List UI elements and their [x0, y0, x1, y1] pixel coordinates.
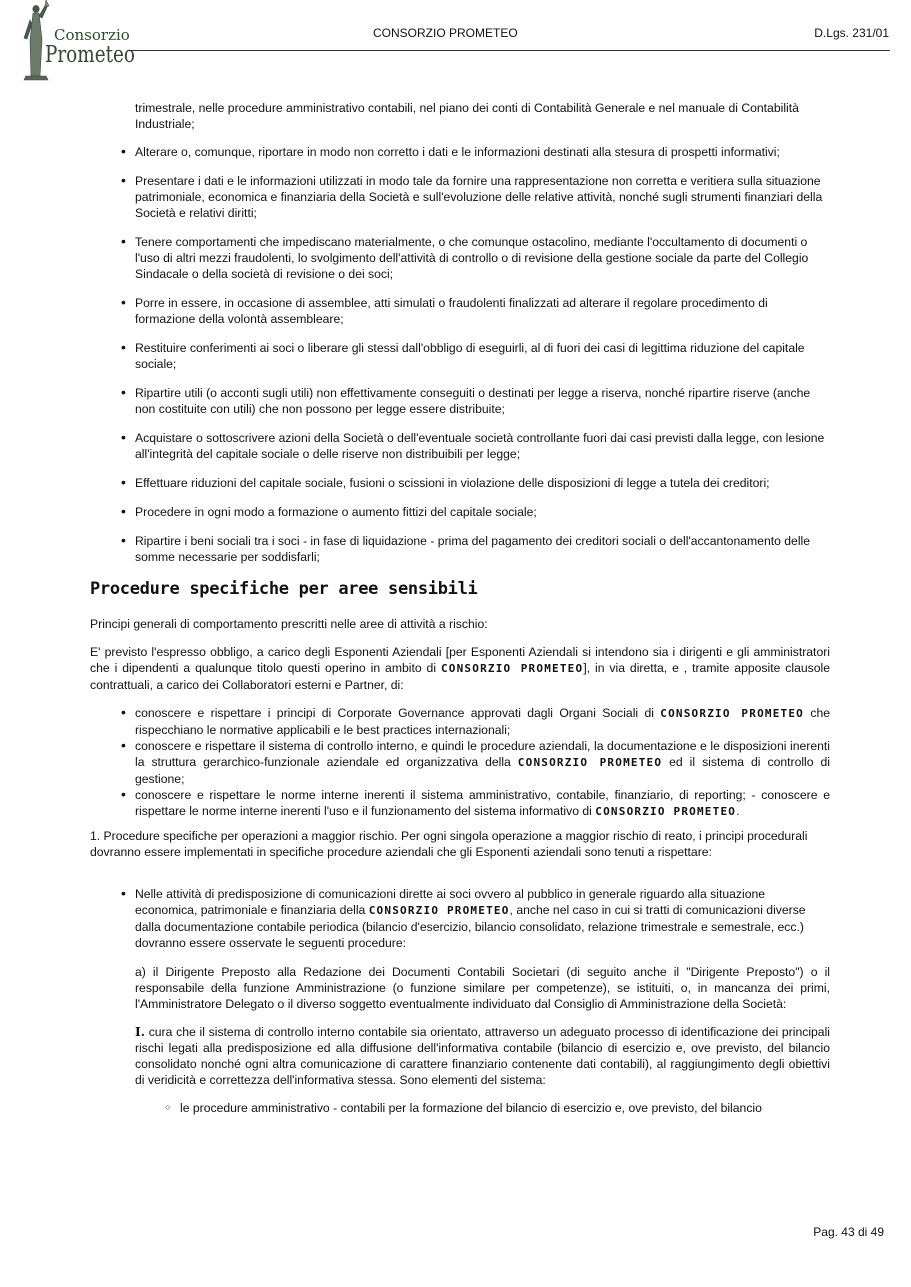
- header-divider: [128, 50, 890, 51]
- page-number: Pag. 43 di 49: [813, 1225, 884, 1239]
- list-item: • Alterare o, comunque, riportare in modo non corretto i dati e le informazioni destinati alla stesura di prospetti informativi;: [90, 144, 830, 160]
- list-item: [90, 738, 830, 787]
- duty-text: conoscere e rispettare le norme interne inerenti il sistema amministrativo, contabile, finanziario, di reporting; - conoscere e rispettare le norme interne inerenti l'uso e il funzionamento del sistema informativo di: [135, 788, 830, 818]
- prohibited-conduct-list: [90, 144, 830, 565]
- list-item: • Ripartire utili (o acconti sugli utili) non effettivamente conseguiti o destinati per legge a riserva, nonché ripartire riserve (anche non costituite con utili) che non possono per legge essere distribuite;: [90, 385, 830, 417]
- list-item: • Tenere comportamenti che impediscano materialmente, o che comunque ostacolino, mediante l'occultamento di documenti o l'uso di altri mezzi fraudolenti, lo svolgimento dell'attività di controllo o di revisione della gestione sociale da parte del Collegio Sindacale o della società di revisione o dei soci;: [90, 234, 830, 282]
- list-item: • Presentare i dati e le informazioni utilizzati in modo tale da fornire una rappresentazione non corretta e veritiera sulla situazione patrimoniale, economica e finanziaria della Società e sull'evoluzione delle relative attività, nonché sugli strumenti finanziari della Società e relativi diritti;: [90, 173, 830, 221]
- brand-name: CONSORZIO PROMETEO: [368, 904, 510, 917]
- section-heading: Procedure specifiche per aree sensibili: [90, 579, 478, 599]
- page-body: [90, 100, 830, 1116]
- high-risk-intro: 1. Procedure specifiche per operazioni a maggior rischio. Per ogni singola operazione a maggior rischio di reato, i principi procedurali dovranno essere implementati in specifiche procedure aziendali che gli Esponenti aziendali sono tenuti a rispettare:: [90, 829, 808, 859]
- list-item: • Ripartire i beni sociali tra i soci - in fase di liquidazione - prima del pagamento dei creditori sociali o dell'accantonamento delle somme necessarie per soddisfarli;: [90, 533, 830, 565]
- document-header-title: CONSORZIO PROMETEO: [373, 26, 518, 40]
- comm-text-end: , anche nel caso in cui si tratti di comunicazioni diverse dalla documentazione contabile periodica (bilancio d'esercizio, bilancio consolidato, relazione trimestrale e semestrale, ecc.) dovranno essere osservate le seguenti procedure:: [135, 903, 806, 950]
- comm-text: Nelle attività di predisposizione di comunicazioni dirette ai soci ovvero al pubblico in generale riguardo alla situazione economica, patrimoniale e finanziaria della: [135, 887, 766, 917]
- obligation-paragraph: [90, 644, 830, 693]
- roman-text: cura che il sistema di controllo interno contabile sia orientato, attraverso un adeguato processo di identificazione dei principali rischi legati alla predisposizione ed alla diffusione dell'informativa contabile (bilancio di esercizio e, ove previsto, del bilancio consolidato nonché ogni altra comunicazione di carattere finanziario contenente dati contabili), al raggiungimento degli obiettivi di veridicità e correttezza dell'informativa stessa. Sono elementi del sistema:: [135, 1025, 830, 1087]
- logo-text-bottom: Prometeo: [45, 42, 135, 68]
- list-item: [90, 705, 830, 738]
- paragraph-roman-i: [135, 1024, 830, 1088]
- communications-list: [90, 886, 830, 951]
- list-item: • Effettuare riduzioni del capitale sociale, fusioni o scissioni in violazione delle disposizioni di legge a tutela dei creditori;: [90, 475, 830, 491]
- brand-name: CONSORZIO PROMETEO: [440, 662, 584, 675]
- list-item: • Acquistare o sottoscrivere azioni della Società o dell'eventuale società controllante fuori dai casi previsti dalla legge, con lesione all'integrità del capitale sociale o delle riserve non distribuibili per legge;: [90, 430, 830, 462]
- list-item: ○ le procedure amministrativo - contabili per la formazione del bilancio di esercizio e, ove previsto, del bilancio: [90, 1100, 830, 1116]
- duty-text-end: che rispecchiano le normative applicabili e le best practices internazionali;: [135, 706, 830, 737]
- continuation-text: trimestrale, nelle procedure amministrativo contabili, nel piano dei conti di Contabilità Generale e nel manuale di Contabilità Industriale;: [135, 101, 799, 131]
- logo-text-top: Consorzio: [54, 26, 130, 44]
- list-item: • Restituire conferimenti ai soci o liberare gli stessi dall'obbligo di eseguirli, al di fuori dei casi di legittima riduzione del capitale sociale;: [90, 340, 830, 372]
- system-elements-list: [90, 1100, 830, 1116]
- brand-name: CONSORZIO PROMETEO: [595, 805, 737, 818]
- principles-intro: Principi generali di comportamento prescritti nelle aree di attività a rischio:: [90, 617, 488, 631]
- list-item: • Procedere in ogni modo a formazione o aumento fittizi del capitale sociale;: [90, 504, 830, 520]
- list-item: [90, 787, 830, 820]
- brand-name: CONSORZIO PROMETEO: [517, 756, 663, 769]
- document-reference: D.Lgs. 231/01: [814, 26, 889, 40]
- roman-numeral: I.: [135, 1025, 145, 1039]
- consorzio-prometeo-logo: [18, 0, 136, 84]
- list-item: • Porre in essere, in occasione di assemblee, atti simulati o fraudolenti finalizzati ad alterare il regolare procedimento di formazione della volontà assembleare;: [90, 295, 830, 327]
- paragraph-a: a) il Dirigente Preposto alla Redazione dei Documenti Contabili Societari (di seguito anche il "Dirigente Preposto") o il responsabile della funzione Amministrazione (o funzione similare per competenze), se istituiti, o, in mancanza dei primi, l'Amministratore Delegato o il diverso soggetto eventualmente individuato dal Consiglio di Amministrazione della Società:: [135, 965, 830, 1011]
- brand-name: CONSORZIO PROMETEO: [660, 707, 805, 720]
- duty-text: conoscere e rispettare i principi di Corporate Governance approvati dagli Organi Sociali di: [135, 706, 654, 720]
- duty-text: conoscere e rispettare il sistema di controllo interno, e quindi le procedure aziendali, la documentazione e le disposizioni inerenti la struttura gerarchico-funzionale aziendale ed organizzativa della: [135, 739, 830, 769]
- list-item: [90, 886, 830, 951]
- obligation-text: E' previsto l'espresso obbligo, a carico degli Esponenti Aziendali [per Esponenti Aziendali si intendono sia i dirigenti e gli amministratori che i dipendenti a qualunque titolo questi operino in ambito di: [90, 645, 830, 675]
- duty-text-end: ed il sistema di controllo di gestione;: [135, 755, 830, 786]
- duties-list: [90, 705, 830, 820]
- obligation-text-end: ], in via diretta, e , tramite apposite clausole contrattuali, a carico dei Collaboratori esterni e Partner, di:: [90, 661, 831, 692]
- duty-text-end: .: [736, 804, 740, 818]
